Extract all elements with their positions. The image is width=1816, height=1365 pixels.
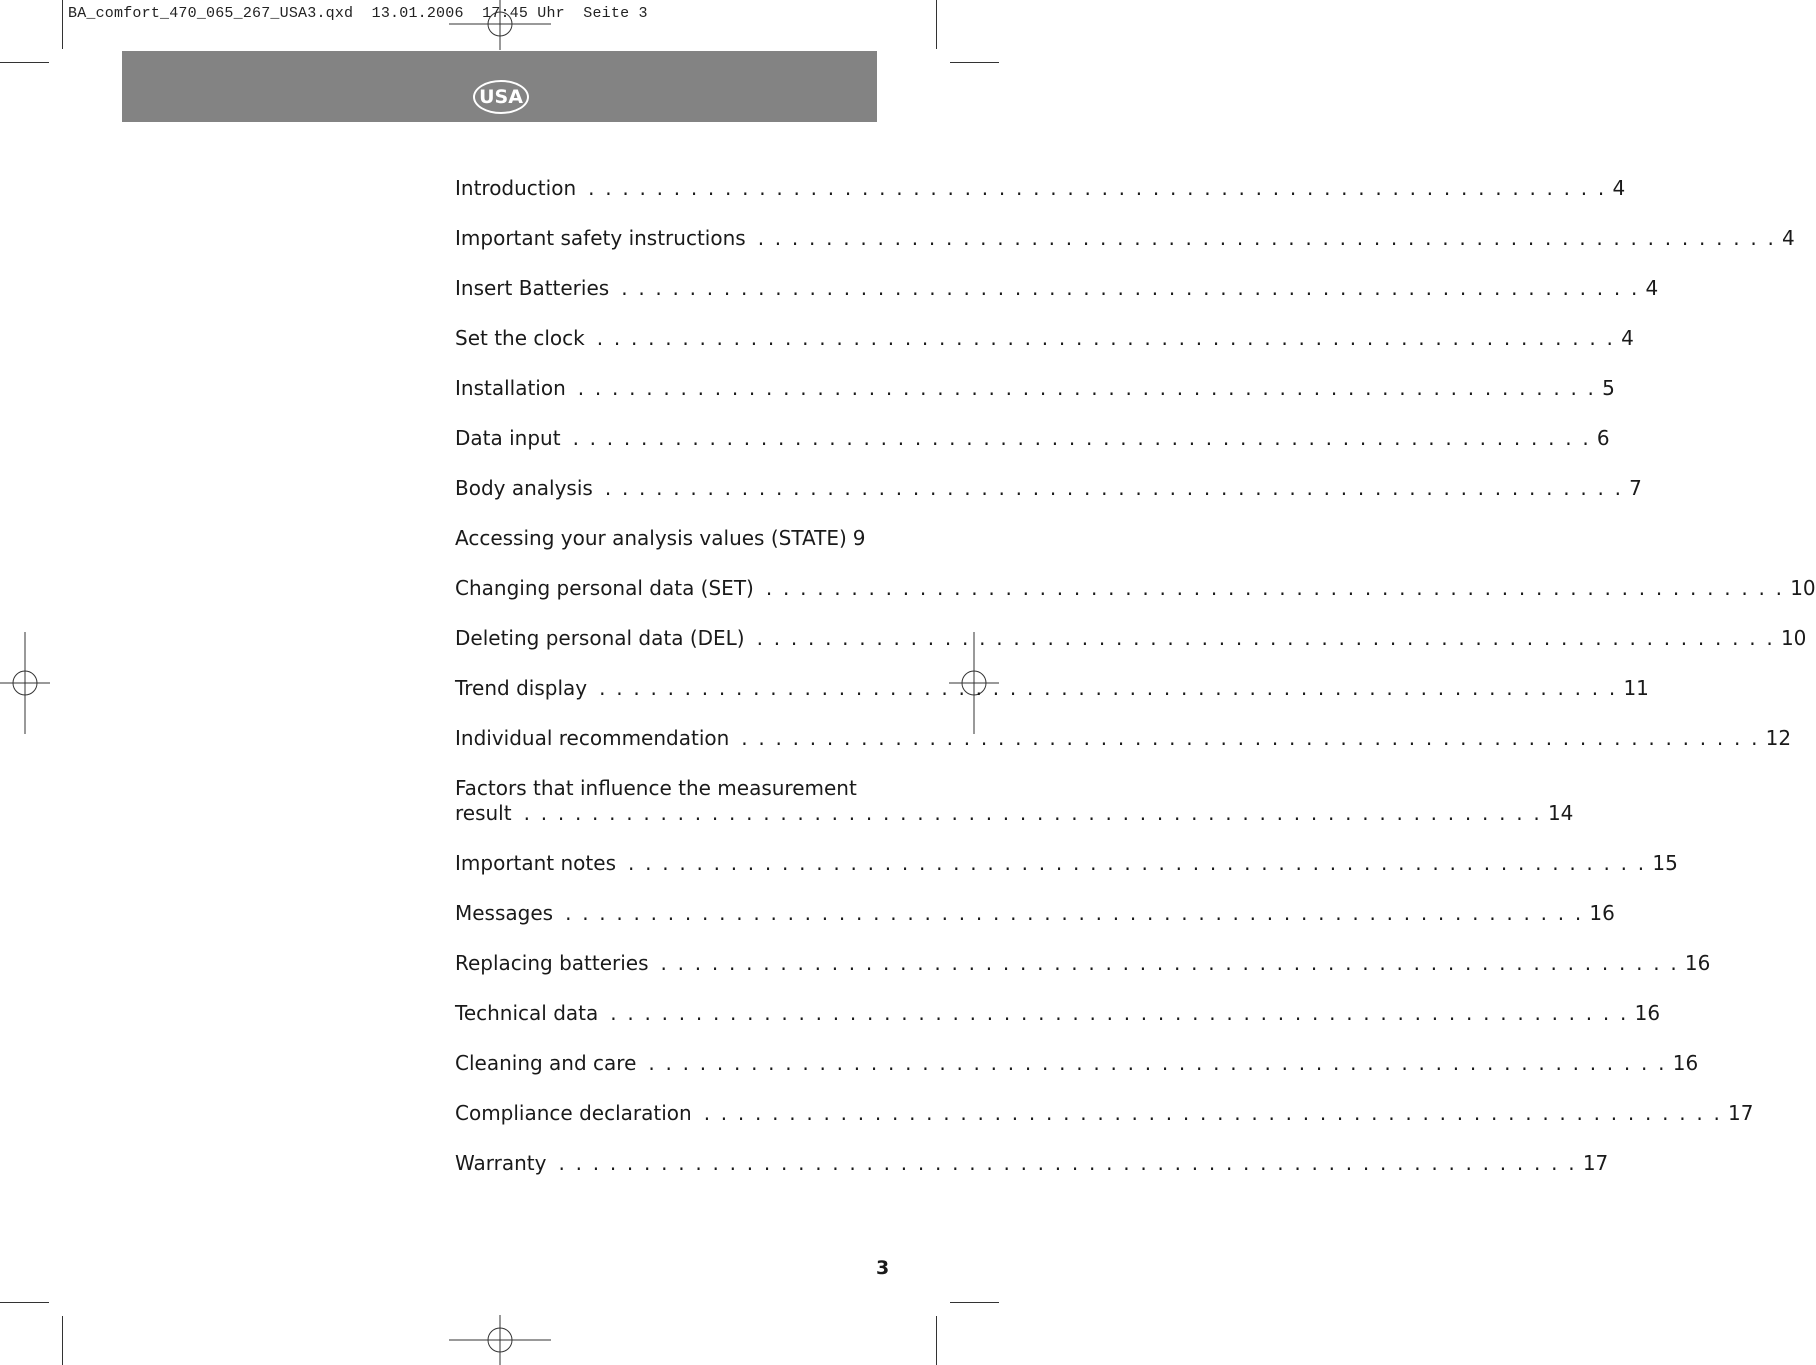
toc-entry bbox=[455, 576, 1816, 626]
toc-title: Introduction bbox=[455, 176, 577, 200]
toc-page: 12 bbox=[1765, 726, 1792, 750]
toc-entry bbox=[455, 176, 1626, 226]
toc-entry bbox=[455, 1001, 1661, 1051]
toc-title: Deleting personal data (DEL) bbox=[455, 626, 745, 650]
toc-page: 5 bbox=[1602, 376, 1615, 400]
toc-entry bbox=[455, 776, 1574, 851]
toc-entry bbox=[455, 851, 1678, 901]
toc-page: 9 bbox=[852, 526, 866, 550]
toc-leader: . . . . . . . . . . . . . . . . . . . . . . . . . . . . . . . . . . . . . . . . . . . . . . . . . . . . . . . . . . . . bbox=[596, 326, 1616, 350]
toc-entry bbox=[455, 1151, 1609, 1201]
toc-title: Set the clock bbox=[455, 326, 585, 350]
toc-entry bbox=[455, 326, 1634, 376]
toc-entry bbox=[455, 1101, 1754, 1151]
crop-mark-bottom-right-v bbox=[936, 1316, 937, 1365]
toc-title: Individual recommendation bbox=[455, 726, 730, 750]
toc-leader: . . . . . . . . . . . . . . . . . . . . . . . . . . . . . . . . . . . . . . . . . . . . . . . . . . . . . . . . . . . . bbox=[628, 851, 1647, 875]
crop-mark-top-right-h bbox=[950, 62, 999, 63]
toc-page: 17 bbox=[1582, 1151, 1609, 1175]
toc-title: Changing personal data (SET) bbox=[455, 576, 754, 600]
toc-title: Technical data bbox=[455, 1001, 599, 1025]
toc-page: 15 bbox=[1652, 851, 1678, 875]
toc-leader: . . . . . . . . . . . . . . . . . . . . . . . . . . . . . . . . . . . . . . . . . . . . . . . . . . . . . . . . . . . . bbox=[558, 1151, 1577, 1175]
crop-mark-bottom-left-h bbox=[0, 1302, 49, 1303]
toc-title: Trend display bbox=[455, 676, 588, 700]
toc-title: Warranty bbox=[455, 1151, 547, 1175]
toc-page: 10 bbox=[1790, 576, 1816, 600]
toc-entry bbox=[455, 901, 1615, 951]
toc-leader: . . . . . . . . . . . . . . . . . . . . . . . . . . . . . . . . . . . . . . . . . . . . . . . . . . . . . . . . . . . . bbox=[741, 726, 1760, 750]
toc-page: 6 bbox=[1596, 426, 1610, 450]
toc-title: Body analysis bbox=[455, 476, 593, 500]
toc-title: Replacing batteries bbox=[455, 951, 649, 975]
toc-leader: . . . . . . . . . . . . . . . . . . . . . . . . . . . . . . . . . . . . . . . . . . . . . . . . . . . . . . . . . . . . bbox=[565, 901, 1584, 925]
toc-leader: . . . . . . . . . . . . . . . . . . . . . . . . . . . . . . . . . . . . . . . . . . . . . . . . . . . . . . . . . . . . bbox=[757, 226, 1777, 250]
toc-page: 4 bbox=[1645, 276, 1659, 300]
toc-title: Accessing your analysis values (STATE) bbox=[455, 526, 847, 550]
print-slug: BA_comfort_470_065_267_USA3.qxd 13.01.2006 17:45 Uhr Seite 3 bbox=[68, 5, 648, 22]
toc-leader: . . . . . . . . . . . . . . . . . . . . . . . . . . . . . . . . . . . . . . . . . . . . . . . . . . . . . . . . . . . . bbox=[588, 176, 1607, 200]
toc-title: Cleaning and care bbox=[455, 1051, 637, 1075]
toc-leader: . . . . . . . . . . . . . . . . . . . . . . . . . . . . . . . . . . . . . . . . . . . . . . . . . . . . . . . . . . . . bbox=[604, 476, 1624, 500]
toc-page: 7 bbox=[1629, 476, 1642, 500]
toc-entry bbox=[455, 676, 1649, 726]
toc-leader: . . . . . . . . . . . . . . . . . . . . . . . . . . . . . . . . . . . . . . . . . . . . . . . . . . . . . . . . . . . . bbox=[765, 576, 1785, 600]
toc-leader: . . . . . . . . . . . . . . . . . . . . . . . . . . . . . . . . . . . . . . . . . . . . . . . . . . . . . . . . . . . . bbox=[621, 276, 1640, 300]
crop-mark-top-right-v bbox=[936, 0, 937, 49]
toc-entry bbox=[455, 726, 1792, 776]
toc-page: 16 bbox=[1672, 1051, 1699, 1075]
toc-leader: . . . . . . . . . . . . . . . . . . . . . . . . . . . . . . . . . . . . . . . . . . . . . . . . . . . . . . . . . . . . bbox=[648, 1051, 1667, 1075]
toc-title: Data input bbox=[455, 426, 561, 450]
page-number: 3 bbox=[876, 1257, 890, 1279]
registration-mark-left-icon bbox=[0, 632, 50, 734]
toc-leader: . . . . . . . . . . . . . . . . . . . . . . . . . . . . . . . . . . . . . . . . . . . . . . . . . . . . . . . . . . . . bbox=[572, 426, 1591, 450]
toc-page: 11 bbox=[1623, 676, 1649, 700]
toc-entry bbox=[455, 476, 1642, 526]
toc-page: 4 bbox=[1782, 226, 1795, 250]
country-badge: USA bbox=[473, 80, 529, 114]
toc-leader: . . . . . . . . . . . . . . . . . . . . . . . . . . . . . . . . . . . . . . . . . . . . . . . . . . . . . . . . . . . . bbox=[577, 376, 1597, 400]
toc-entry bbox=[455, 426, 1610, 476]
toc-entry bbox=[455, 276, 1659, 326]
toc-page: 16 bbox=[1589, 901, 1615, 925]
toc-page: 16 bbox=[1634, 1001, 1661, 1025]
toc-title: Important notes bbox=[455, 851, 616, 875]
toc-page: 16 bbox=[1684, 951, 1711, 975]
toc-page: 4 bbox=[1612, 176, 1626, 200]
toc-title: Important safety instructions bbox=[455, 226, 746, 250]
crop-mark-bottom-right-h bbox=[950, 1302, 999, 1303]
toc-title: Insert Batteries bbox=[455, 276, 610, 300]
toc-title: Factors that influence the measurement bbox=[455, 776, 857, 800]
toc-entry bbox=[455, 226, 1795, 276]
toc-title-continued: result bbox=[455, 801, 512, 825]
toc-title: Installation bbox=[455, 376, 566, 400]
toc-leader: . . . . . . . . . . . . . . . . . . . . . . . . . . . . . . . . . . . . . . . . . . . . . . . . . . . . . . . . . . . . bbox=[660, 951, 1679, 975]
toc-leader: . . . . . . . . . . . . . . . . . . . . . . . . . . . . . . . . . . . . . . . . . . . . . . . . . . . . . . . . . . . . bbox=[703, 1101, 1723, 1125]
toc-leader: . . . . . . . . . . . . . . . . . . . . . . . . . . . . . . . . . . . . . . . . . . . . . . . . . . . . . . . . . . . . bbox=[599, 676, 1618, 700]
toc-title: Compliance declaration bbox=[455, 1101, 692, 1125]
toc-entry bbox=[455, 626, 1807, 676]
toc-leader: . . . . . . . . . . . . . . . . . . . . . . . . . . . . . . . . . . . . . . . . . . . . . . . . . . . . . . . . . . . . bbox=[610, 1001, 1629, 1025]
toc-title: Messages bbox=[455, 901, 554, 925]
toc-page: 4 bbox=[1621, 326, 1634, 350]
registration-mark-top-icon bbox=[449, 0, 551, 50]
toc-leader: . . . . . . . . . . . . . . . . . . . . . . . . . . . . . . . . . . . . . . . . . . . . . . . . . . . . . . . . . . . . bbox=[756, 626, 1775, 650]
table-of-contents bbox=[455, 176, 1816, 1201]
toc-leader: . . . . . . . . . . . . . . . . . . . . . . . . . . . . . . . . . . . . . . . . . . . . . . . . . . . . . . . . . . . . bbox=[523, 801, 1542, 825]
toc-page: 10 bbox=[1780, 626, 1807, 650]
registration-mark-bottom-icon bbox=[449, 1315, 551, 1365]
toc-entry bbox=[455, 526, 866, 576]
toc-page: 17 bbox=[1728, 1101, 1754, 1125]
toc-entry bbox=[455, 951, 1711, 1001]
crop-mark-bottom-left-v bbox=[62, 1316, 63, 1365]
crop-mark-top-left-h bbox=[0, 62, 49, 63]
toc-page: 14 bbox=[1547, 801, 1574, 825]
toc-entry bbox=[455, 376, 1615, 426]
toc-entry bbox=[455, 1051, 1699, 1101]
crop-mark-top-left-v bbox=[62, 0, 63, 49]
